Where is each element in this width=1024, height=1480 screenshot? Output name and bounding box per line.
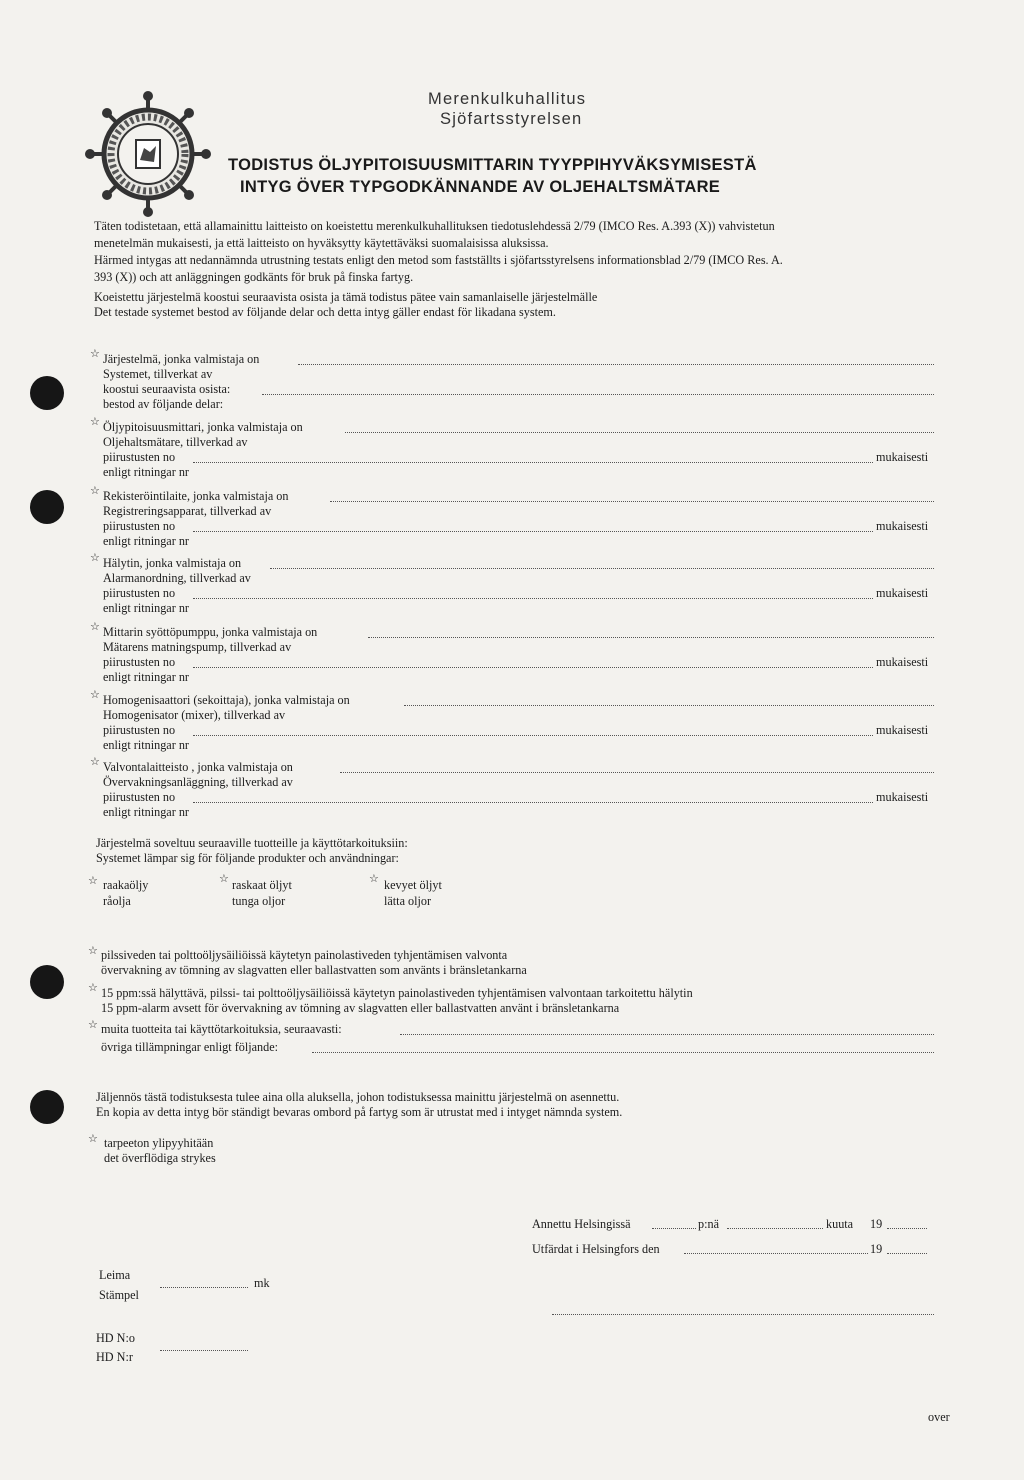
issued-month-field[interactable] (727, 1228, 823, 1229)
according-label: mukaisesti (876, 519, 929, 533)
drawing-label-sv: enligt ritningar nr (103, 534, 189, 548)
intro-sv-line2: 393 (X)) och att anläggningen godkänts för bruk på finska fartyg. (94, 270, 414, 284)
issued-place-fi: Annettu Helsingissä (532, 1217, 631, 1231)
use-other-field-2[interactable] (312, 1052, 934, 1053)
drawing-label-sv: enligt ritningar nr (103, 465, 189, 479)
component-maker-fi: Öljypitoisuusmittari, jonka valmistaja on (103, 420, 303, 434)
component-maker-field[interactable] (340, 772, 934, 773)
component-maker-fi: Hälytin, jonka valmistaja on (103, 556, 242, 570)
system-maker-sv: Systemet, tillverkat av (103, 367, 213, 381)
suitable-fi: Järjestelmä soveltuu seuraaville tuotteille ja käyttötarkoituksiin: (96, 836, 408, 850)
issued-year-field[interactable] (887, 1228, 927, 1229)
according-label: mukaisesti (876, 655, 929, 669)
drawing-label-fi: piirustusten no (103, 519, 176, 533)
star-marker-icon: ☆ (88, 944, 98, 957)
tested-sv: Det testade systemet bestod av följande delar och detta intyg gäller endast för likadana system. (94, 305, 556, 319)
star-marker-icon: ☆ (90, 347, 100, 360)
title-fi: TODISTUS ÖLJYPITOISUUSMITTARIN TYYPPIHYVÄKSYMISESTÄ (228, 156, 757, 174)
according-label: mukaisesti (876, 790, 929, 804)
punch-hole-2 (30, 490, 64, 524)
product-light-fi: kevyet öljyt (384, 878, 442, 892)
ships-wheel-seal-icon (84, 90, 212, 218)
suitable-sv: Systemet lämpar sig för följande produkter och användningar: (96, 851, 399, 865)
star-marker-icon: ☆ (369, 872, 379, 885)
component-maker-fi: Valvontalaitteisto , jonka valmistaja on (103, 760, 293, 774)
star-marker-icon: ☆ (90, 415, 100, 428)
product-light-sv: lätta oljor (384, 894, 432, 908)
system-maker-field[interactable] (298, 364, 934, 365)
drawing-label-fi: piirustusten no (103, 655, 176, 669)
drawing-label-sv: enligt ritningar nr (103, 670, 189, 684)
punch-hole-3 (30, 965, 64, 999)
issued-date-field[interactable] (684, 1253, 868, 1254)
component-maker-field[interactable] (330, 501, 934, 502)
system-maker-fi: Järjestelmä, jonka valmistaja on (103, 352, 260, 366)
star-marker-icon: ☆ (88, 981, 98, 994)
fee-amount-field[interactable] (160, 1287, 248, 1288)
drawing-number-field[interactable] (193, 802, 873, 803)
product-crude-sv: råolja (103, 894, 131, 908)
agency-name-sv: Sjöfartsstyrelsen (440, 110, 583, 128)
component-maker-fi: Rekisteröintilaite, jonka valmistaja on (103, 489, 289, 503)
star-marker-icon: ☆ (219, 872, 229, 885)
component-maker-fi: Homogenisaattori (sekoittaja), jonka valmistaja on (103, 693, 350, 707)
use-alarm-fi: 15 ppm:ssä hälyttävä, pilssi- tai polttoöljysäiliöissä käytetyn painolastiveden tyhjentämisen valvontaan tarkoitettu hälytin (101, 986, 693, 1000)
use-other-field[interactable] (400, 1034, 934, 1035)
use-bilge-sv: övervakning av tömning av slagvatten eller ballastvatten som använts i bränsletankarna (101, 963, 527, 977)
strike-note-sv: det överflödiga strykes (104, 1151, 216, 1165)
punch-hole-4 (30, 1090, 64, 1124)
component-maker-sv: Övervakningsanläggning, tillverkad av (103, 775, 293, 789)
issued-year-field-sv[interactable] (887, 1253, 927, 1254)
drawing-number-field[interactable] (193, 735, 873, 736)
issued-place-sv: Utfärdat i Helsingfors den (532, 1242, 660, 1256)
copy-note-sv: En kopia av detta intyg bör ständigt bevaras ombord på fartyg som är utrustat med i intyget nämnda system. (96, 1105, 623, 1119)
star-marker-icon: ☆ (90, 484, 100, 497)
star-marker-icon: ☆ (88, 1132, 98, 1145)
drawing-label-sv: enligt ritningar nr (103, 805, 189, 819)
issued-year-prefix: 19 (870, 1217, 883, 1231)
star-marker-icon: ☆ (88, 874, 98, 887)
component-maker-field[interactable] (368, 637, 934, 638)
component-maker-field[interactable] (270, 568, 934, 569)
hd-number-field[interactable] (160, 1350, 248, 1351)
system-parts-sv: bestod av följande delar: (103, 397, 224, 411)
star-marker-icon: ☆ (90, 755, 100, 768)
tested-fi: Koeistettu järjestelmä koostui seuraavista osista ja tämä todistus pätee vain samanlaiselle järjestelmälle (94, 290, 598, 304)
star-marker-icon: ☆ (90, 620, 100, 633)
drawing-label-sv: enligt ritningar nr (103, 601, 189, 615)
component-maker-sv: Homogenisator (mixer), tillverkad av (103, 708, 286, 722)
punch-hole-1 (30, 376, 64, 410)
component-maker-sv: Registreringsapparat, tillverkad av (103, 504, 272, 518)
agency-name-fi: Merenkulkuhallitus (428, 90, 587, 108)
use-other-sv: övriga tillämpningar enligt följande: (101, 1040, 279, 1054)
drawing-number-field[interactable] (193, 667, 873, 668)
drawing-label-sv: enligt ritningar nr (103, 738, 189, 752)
copy-note-fi: Jäljennös tästä todistuksesta tulee aina olla aluksella, johon todistuksessa mainittu järjestelmä on asennettu. (96, 1090, 620, 1104)
drawing-number-field[interactable] (193, 531, 873, 532)
use-other-fi: muita tuotteita tai käyttötarkoituksia, seuraavasti: (101, 1022, 342, 1036)
drawing-label-fi: piirustusten no (103, 723, 176, 737)
system-parts-fi: koostui seuraavista osista: (103, 382, 231, 396)
component-maker-sv: Oljehaltsmätare, tillverkad av (103, 435, 248, 449)
according-label: mukaisesti (876, 723, 929, 737)
issued-month-label: kuuta (826, 1217, 854, 1231)
drawing-label-fi: piirustusten no (103, 790, 176, 804)
component-maker-sv: Alarmanordning, tillverkad av (103, 571, 251, 585)
stamp-label-sv: Stämpel (99, 1288, 139, 1302)
component-maker-sv: Mätarens matningspump, tillverkad av (103, 640, 292, 654)
star-marker-icon: ☆ (90, 551, 100, 564)
title-sv: INTYG ÖVER TYPGODKÄNNANDE AV OLJEHALTSMÄTARE (240, 178, 721, 196)
signature-line[interactable] (552, 1314, 934, 1315)
component-maker-field[interactable] (404, 705, 934, 706)
strike-note-fi: tarpeeton ylipyyhitään (104, 1136, 214, 1150)
issued-day-label: p:nä (698, 1217, 719, 1231)
issued-year-prefix-sv: 19 (870, 1242, 883, 1256)
hd-number-fi: HD N:o (96, 1331, 135, 1345)
according-label: mukaisesti (876, 450, 929, 464)
drawing-number-field[interactable] (193, 598, 873, 599)
intro-sv-line1: Härmed intygas att nedannämnda utrustning testats enligt den metod som fastställts i sjöfartsstyrelsens informationsblad 2/79 (IMCO Res. A. (94, 253, 783, 267)
hd-number-sv: HD N:r (96, 1350, 133, 1364)
product-heavy-sv: tunga oljor (232, 894, 286, 908)
star-marker-icon: ☆ (90, 688, 100, 701)
drawing-label-fi: piirustusten no (103, 586, 176, 600)
intro-fi-line1: Täten todistetaan, että allamainittu laitteisto on koeistettu merenkulkuhallituksen tiedotuslehdessä 2/79 (IMCO Res. A.393 (X)) vahvistetun (94, 219, 775, 233)
use-alarm-sv: 15 ppm-alarm avsett för övervakning av tömning av slagvatten eller ballastvatten använt i bränsletankarna (101, 1001, 620, 1015)
star-marker-icon: ☆ (88, 1018, 98, 1031)
component-maker-field[interactable] (345, 432, 934, 433)
according-label: mukaisesti (876, 586, 929, 600)
drawing-label-fi: piirustusten no (103, 450, 176, 464)
over-label: over (928, 1410, 950, 1424)
fee-currency: mk (254, 1276, 270, 1290)
system-parts-field[interactable] (262, 394, 934, 395)
component-maker-fi: Mittarin syöttöpumppu, jonka valmistaja on (103, 625, 318, 639)
issued-day-field[interactable] (652, 1228, 696, 1229)
product-crude-fi: raakaöljy (103, 878, 149, 892)
intro-fi-line2: menetelmän mukaisesti, ja että laitteisto on hyväksytty käytettäväksi suomalaisissa aluksissa. (94, 236, 549, 250)
product-heavy-fi: raskaat öljyt (232, 878, 292, 892)
use-bilge-fi: pilssiveden tai polttoöljysäiliöissä käytetyn painolastiveden tyhjentämisen valvonta (101, 948, 508, 962)
drawing-number-field[interactable] (193, 462, 873, 463)
stamp-label-fi: Leima (99, 1268, 131, 1282)
